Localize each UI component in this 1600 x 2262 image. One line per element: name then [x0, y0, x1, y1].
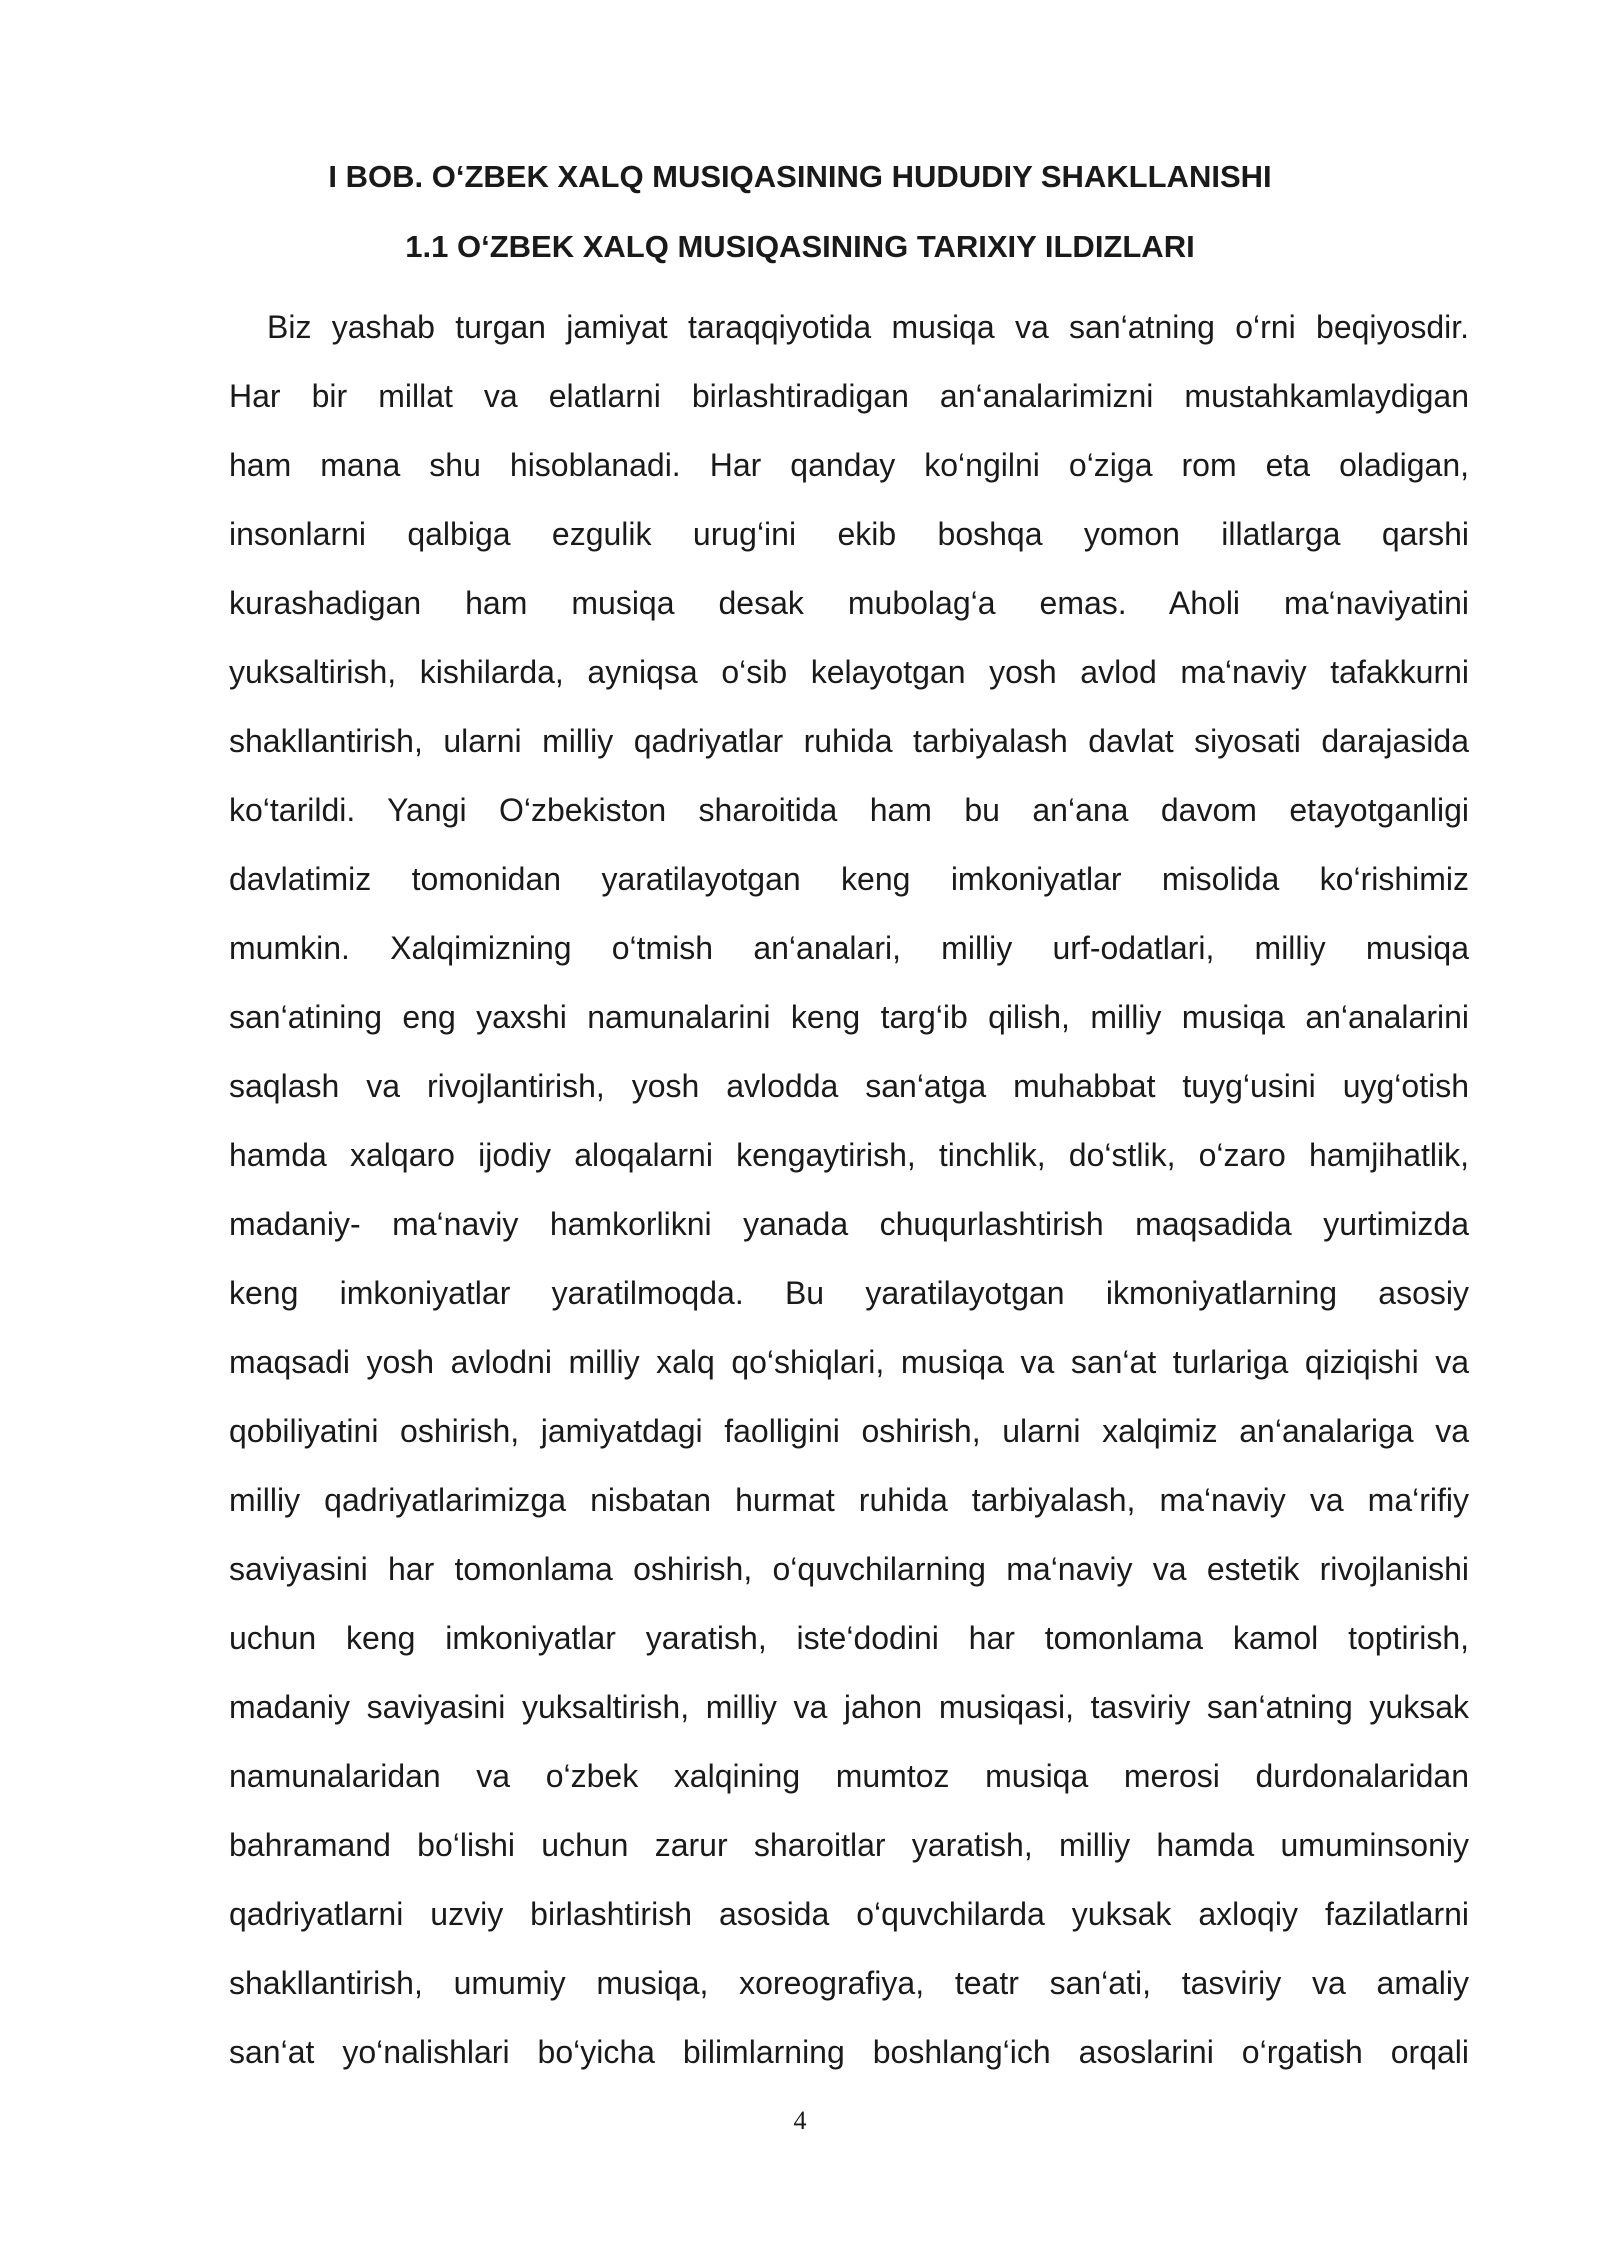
- paragraph-line: madaniy- ma‘naviy hamkorlikni yanada chuqurlashtirish maqsadida yurtimizda: [229, 1206, 1469, 1242]
- paragraph-line: uchun keng imkoniyatlar yaratish, iste‘dodini har tomonlama kamol toptirish,: [229, 1620, 1469, 1656]
- paragraph-line: ko‘tarildi. Yangi O‘zbekiston sharoitida ham bu an‘ana davom etayotganligi: [229, 792, 1469, 828]
- paragraph-line: yuksaltirish, kishilarda, ayniqsa o‘sib kelayotgan yosh avlod ma‘naviy tafakkurni: [229, 654, 1469, 690]
- paragraph-line: san‘at yo‘nalishlari bo‘yicha bilimlarning boshlang‘ich asoslarini o‘rgatish orqali: [229, 2034, 1469, 2070]
- paragraph-line: mumkin. Xalqimizning o‘tmish an‘analari, milliy urf-odatlari, milliy musiqa: [229, 930, 1469, 966]
- paragraph-line: ham mana shu hisoblanadi. Har qanday ko‘ngilni o‘ziga rom eta oladigan,: [229, 447, 1469, 483]
- page-number: 4: [793, 2106, 807, 2135]
- paragraph-line: madaniy saviyasini yuksaltirish, milliy va jahon musiqasi, tasviriy san‘atning yuksak: [229, 1689, 1469, 1725]
- paragraph-line: shakllantirish, ularni milliy qadriyatlar ruhida tarbiyalash davlat siyosati darajasida: [229, 723, 1469, 759]
- section-title: 1.1 O‘ZBEK XALQ MUSIQASINING TARIXIY ILDIZLARI: [405, 229, 1195, 264]
- paragraph-line: shakllantirish, umumiy musiqa, xoreografiya, teatr san‘ati, tasviriy va amaliy: [229, 1965, 1469, 2001]
- chapter-title: I BOB. O‘ZBEK XALQ MUSIQASINING HUDUDIY SHAKLLANISHI: [328, 159, 1272, 194]
- paragraph-line: maqsadi yosh avlodni milliy xalq qo‘shiqlari, musiqa va san‘at turlariga qiziqishi va: [229, 1344, 1469, 1380]
- paragraph-line: keng imkoniyatlar yaratilmoqda. Bu yaratilayotgan ikmoniyatlarning asosiy: [229, 1275, 1469, 1311]
- paragraph-line: saviyasini har tomonlama oshirish, o‘quvchilarning ma‘naviy va estetik rivojlanishi: [229, 1551, 1469, 1587]
- paragraph-line: Har bir millat va elatlarni birlashtiradigan an‘analarimizni mustahkamlaydigan: [229, 378, 1469, 414]
- paragraph-line: san‘atining eng yaxshi namunalarini keng targ‘ib qilish, milliy musiqa an‘analarini: [229, 999, 1469, 1035]
- paragraph-line: bahramand bo‘lishi uchun zarur sharoitlar yaratish, milliy hamda umuminsoniy: [229, 1827, 1469, 1863]
- paragraph-line: davlatimiz tomonidan yaratilayotgan keng imkoniyatlar misolida ko‘rishimiz: [229, 861, 1469, 897]
- paragraph-line: Biz yashab turgan jamiyat taraqqiyotida musiqa va san‘atning o‘rni beqiyosdir.: [267, 309, 1469, 345]
- paragraph-line: saqlash va rivojlantirish, yosh avlodda san‘atga muhabbat tuyg‘usini uyg‘otish: [229, 1068, 1469, 1104]
- paragraph-line: namunalaridan va o‘zbek xalqining mumtoz musiqa merosi durdonalaridan: [229, 1758, 1469, 1794]
- paragraph-line: kurashadigan ham musiqa desak mubolag‘a emas. Aholi ma‘naviyatini: [229, 585, 1469, 621]
- body-paragraph: [229, 293, 1469, 2087]
- paragraph-line: qobiliyatini oshirish, jamiyatdagi faolligini oshirish, ularni xalqimiz an‘analariga va: [229, 1413, 1469, 1449]
- paragraph-line: milliy qadriyatlarimizga nisbatan hurmat ruhida tarbiyalash, ma‘naviy va ma‘rifiy: [229, 1482, 1469, 1518]
- paragraph-line: qadriyatlarni uzviy birlashtirish asosida o‘quvchilarda yuksak axloqiy fazilatlarni: [229, 1896, 1469, 1932]
- paragraph-line: hamda xalqaro ijodiy aloqalarni kengaytirish, tinchlik, do‘stlik, o‘zaro hamjihatlik,: [229, 1137, 1469, 1173]
- paragraph-line: insonlarni qalbiga ezgulik urug‘ini ekib boshqa yomon illatlarga qarshi: [229, 516, 1469, 552]
